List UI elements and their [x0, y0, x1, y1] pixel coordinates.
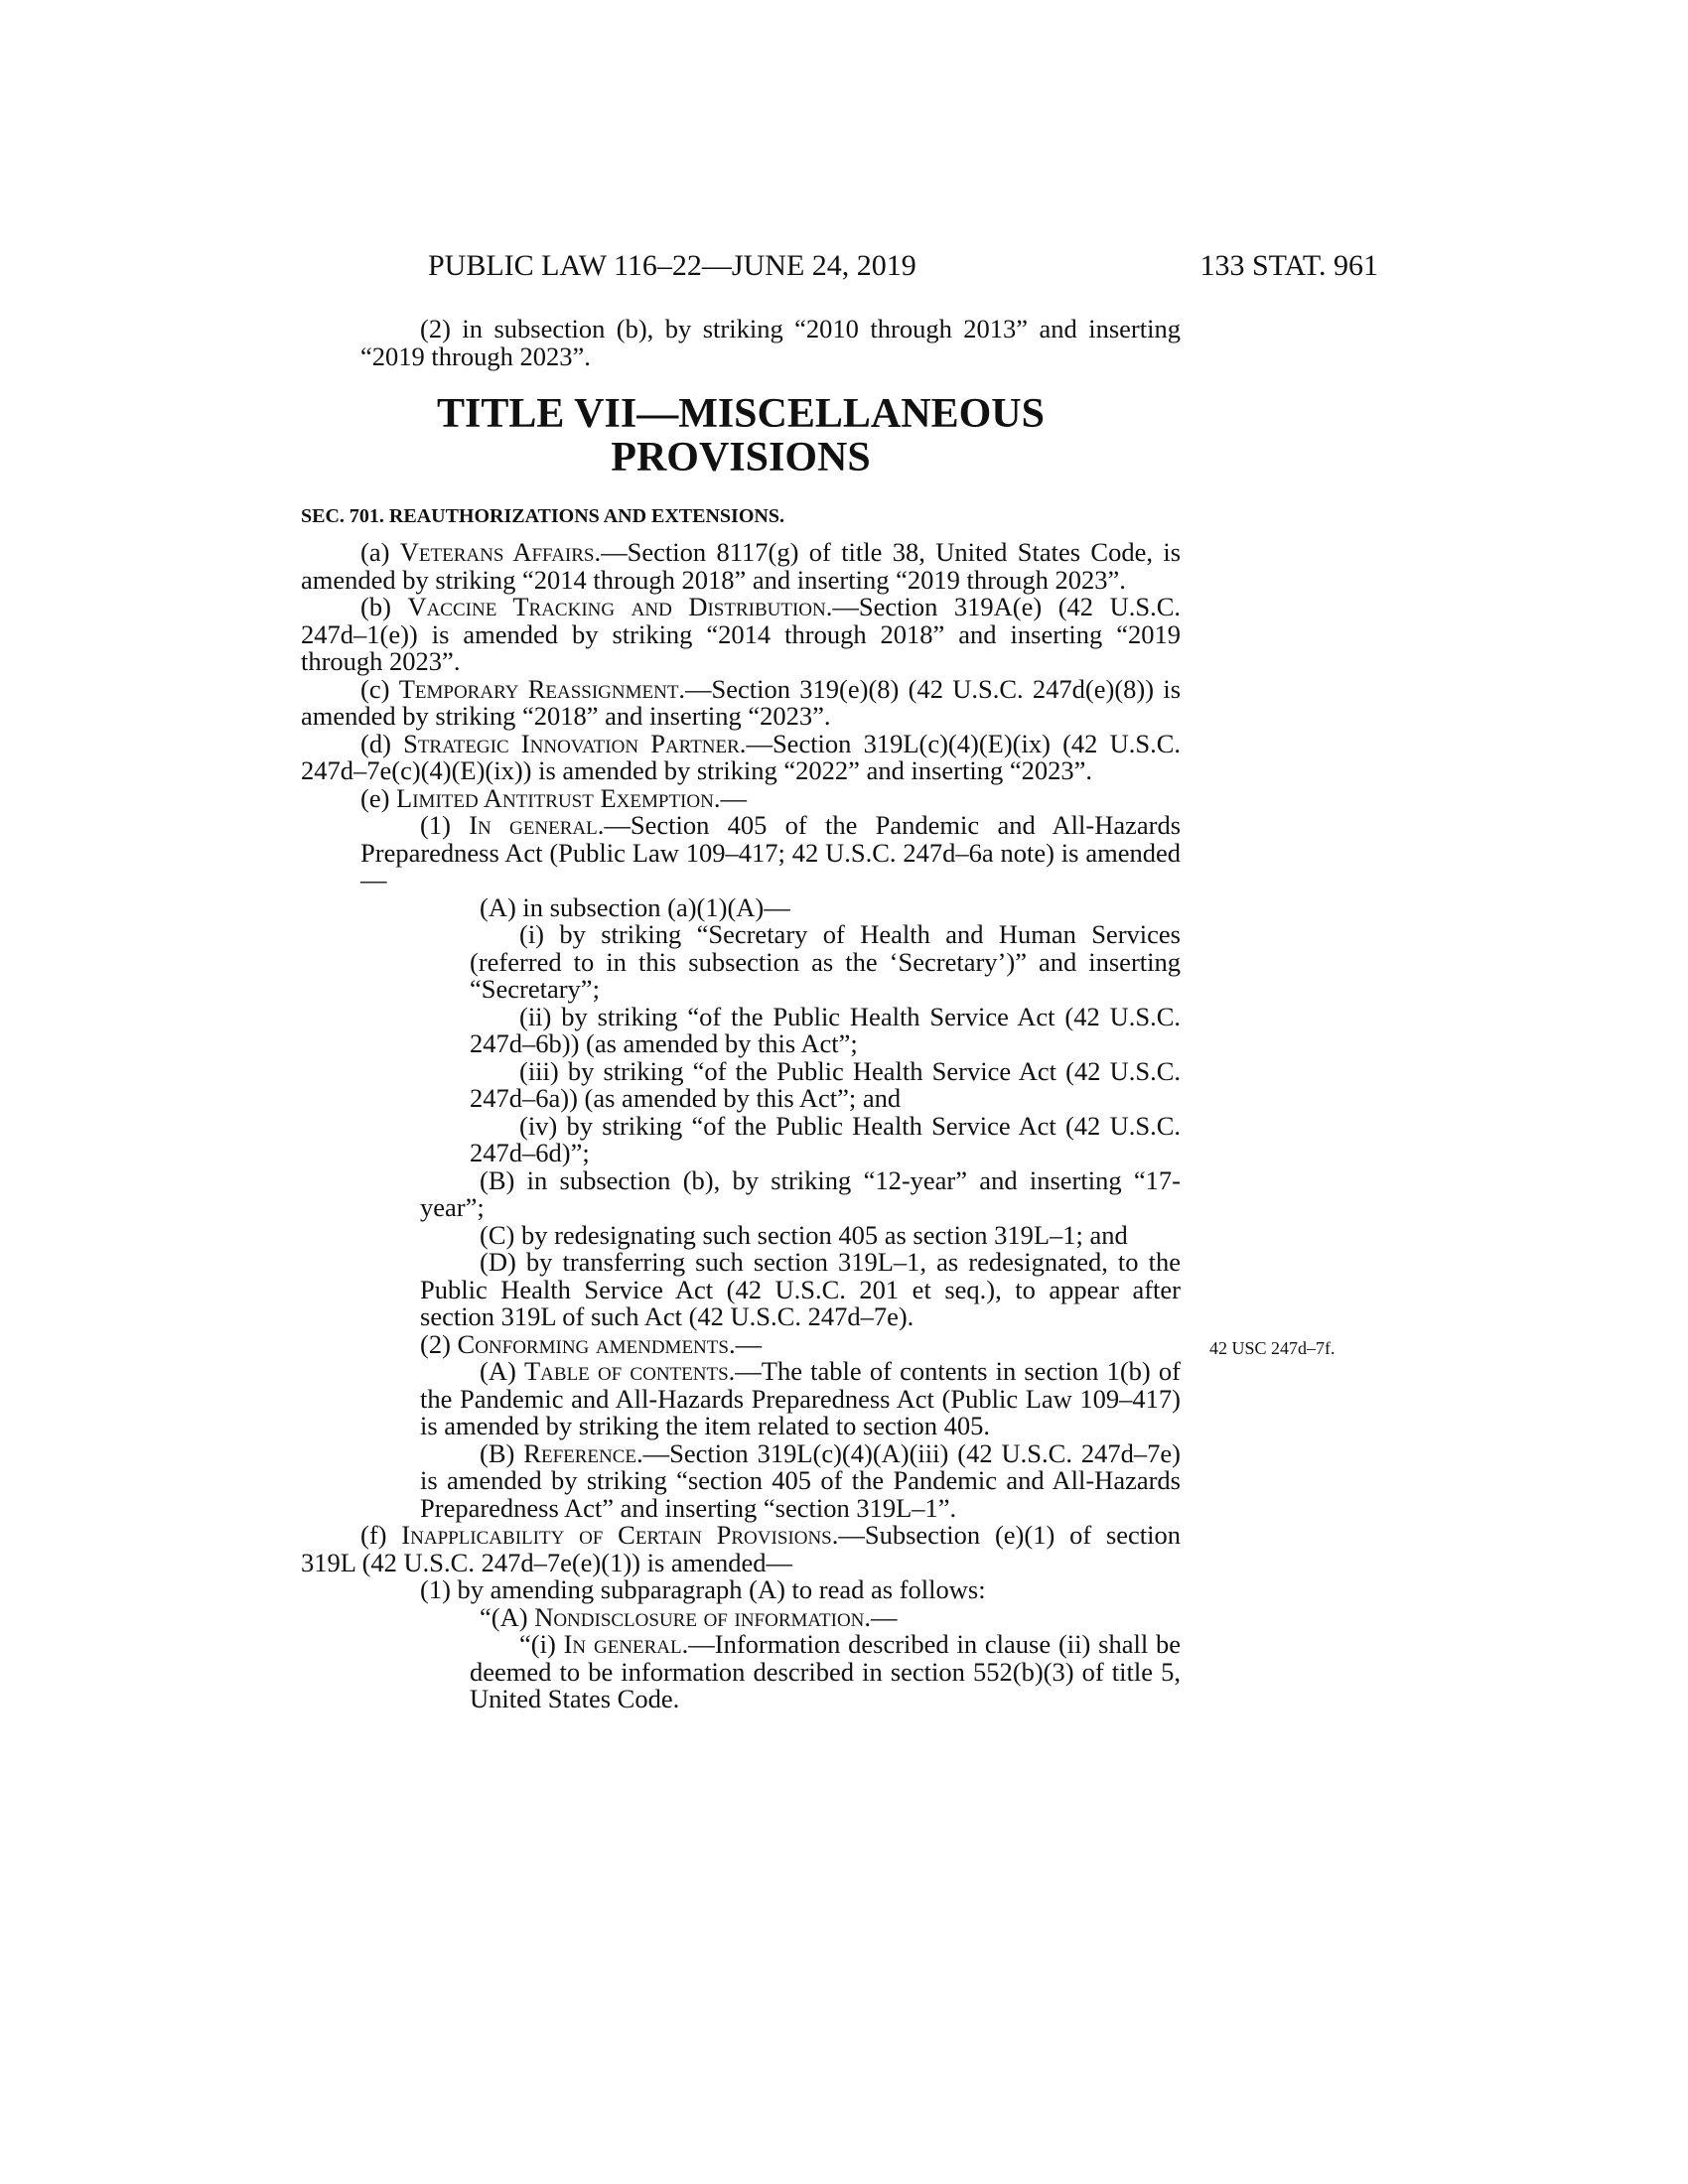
subsection-c-text: —Section 319(e)(8) (42 U.S.C. 247d(e)(8)) is amended by striking “2018” and inserting “2023”. — [301, 673, 1182, 731]
clause-e-1-A-iv: (iv) by striking “of the Public Health Service Act (42 U.S.C. 247d–6d)”; — [470, 1110, 1181, 1167]
clause-f-A-i-text: —Information described in clause (ii) shall be deemed to be information described in section 552(b)(3) of title 5, United States Code. — [470, 1629, 1182, 1713]
subparagraph-e-1-A: (A) in subsection (a)(1)(A)— — [480, 891, 790, 922]
clause-f-A-i-label: “(i) — [519, 1629, 556, 1659]
subparagraph-e-2-A-text: —The table of contents in section 1(b) of the Pandemic and All-Hazards Preparedness Act (Public Law 109–417) is amended by striking the item related to section 405. — [420, 1356, 1182, 1440]
subparagraph-e-2-A-label: (A) — [480, 1356, 516, 1386]
subparagraph-e-1-B: (B) in subsection (b), by striking “12-year” and inserting “17-year”; — [420, 1164, 1181, 1222]
clause-f-A-i-heading: In general. — [563, 1629, 689, 1659]
subparagraph-e-2-B-label: (B) — [480, 1437, 515, 1468]
subsection-b-text: —Section 319A(e) (42 U.S.C. 247d–1(e)) is amended by striking “2014 through 2018” and inserting “2019 through 2023”. — [301, 592, 1181, 676]
paragraph-e-1-text: —Section 405 of the Pandemic and All-Hazards Preparedness Act (Public Law 109–417; 42 U.S.C. 247d–6a note) is amended— — [360, 810, 1182, 894]
subparagraph-e-2-A-heading: Table of contents. — [523, 1356, 736, 1386]
document-body — [301, 316, 1181, 1713]
subsection-a-label: (a) — [360, 537, 390, 567]
running-header — [301, 246, 1378, 286]
intro-paragraph: (2) in subsection (b), by striking “2010 through 2013” and inserting “2019 through 2023”. — [360, 314, 1181, 371]
subsection-f — [301, 1522, 1181, 1576]
subsection-e-text: — — [720, 782, 747, 813]
section-heading: SEC. 701. REAUTHORIZATIONS AND EXTENSIONS. — [301, 505, 784, 527]
subsection-d-label: (d) — [360, 728, 391, 758]
subparagraph-f-A-text: — — [871, 1601, 898, 1632]
subsection-a — [301, 539, 1181, 594]
paragraph-e-1-heading: In general. — [469, 810, 605, 840]
subsection-d — [301, 728, 1181, 785]
paragraph-f-1: (1) by amending subparagraph (A) to read as follows: — [420, 1574, 986, 1604]
subsection-b-heading: Vaccine Tracking and Distribution. — [407, 592, 833, 621]
paragraph-e-2-label: (2) — [420, 1328, 451, 1359]
subsection-e-label: (e) — [360, 782, 390, 813]
paragraph-e-1 — [301, 812, 1181, 894]
subparagraph-f-A — [301, 1601, 1181, 1632]
subparagraph-e-1-C: (C) by redesignating such section 405 as section 319L–1; and — [480, 1219, 1128, 1250]
subsection-d-text: —Section 319L(c)(4)(E)(ix) (42 U.S.C. 247d–7e(c)(4)(E)(ix)) is amended by striking “2022” and inserting “2023”. — [301, 728, 1181, 785]
subparagraph-f-A-label: “(A) — [480, 1601, 528, 1632]
subsection-a-text: —Section 8117(g) of title 38, United States Code, is amended by striking “2014 through 2018” and inserting “2019 through 2023”. — [301, 537, 1182, 595]
subsection-c — [301, 673, 1182, 731]
subsection-f-label: (f) — [360, 1520, 387, 1550]
clause-e-1-A-i: (i) by striking “Secretary of Health and Human Services (referred to in this subsection as the ‘Secretary’)” and inserting “Secretary”; — [470, 919, 1181, 1004]
subparagraph-e-2-A — [301, 1358, 1181, 1440]
public-law-header: PUBLIC LAW 116–22—JUNE 24, 2019 — [428, 249, 916, 282]
subsection-e — [301, 782, 1181, 813]
paragraph-e-1-label: (1) — [420, 810, 451, 840]
subparagraph-f-A-heading: Nondisclosure of information. — [534, 1601, 872, 1632]
clause-e-1-A-iii: (iii) by striking “of the Public Health Service Act (42 U.S.C. 247d–6a)) (as amended by this Act”; and — [470, 1055, 1181, 1113]
clause-f-A-i — [301, 1631, 1181, 1713]
paragraph-e-2-text: — — [735, 1328, 763, 1359]
subsection-f-heading: Inapplicability of Certain Provisions. — [401, 1520, 839, 1550]
margin-note: 42 USC 247d–7f. — [1209, 1338, 1336, 1358]
subparagraph-e-1-D: (D) by transferring such section 319L–1, as redesignated, to the Public Health Service Act (42 U.S.C. 201 et seq.), to appear after section 319L of such Act (42 U.S.C. 247d–7e). — [420, 1247, 1181, 1331]
subsection-b — [301, 594, 1181, 676]
subparagraph-e-2-B — [301, 1437, 1181, 1523]
subparagraph-e-2-B-text: —Section 319L(c)(4)(A)(iii) (42 U.S.C. 247d–7e) is amended by striking “section 405 of the Pandemic and All-Hazards Preparedness Act” and inserting “section 319L–1”. — [420, 1437, 1181, 1523]
statute-page-number: 133 STAT. 961 — [1199, 249, 1378, 282]
subsection-c-heading: Temporary Reassignment. — [398, 673, 686, 704]
subparagraph-e-2-B-heading: Reference. — [523, 1437, 643, 1468]
paragraph-e-2-heading: Conforming amendments. — [457, 1328, 736, 1359]
subsection-a-heading: Veterans Affairs. — [399, 537, 602, 567]
subsection-d-heading: Strategic Innovation Partner. — [403, 728, 747, 758]
paragraph-e-2 — [301, 1328, 1181, 1359]
clause-e-1-A-ii: (ii) by striking “of the Public Health Service Act (42 U.S.C. 247d–6b)) (as amended by this Act”; — [470, 1001, 1181, 1058]
subsection-e-heading: Limited Antitrust Exemption. — [396, 782, 721, 813]
title-line-1: TITLE VII—MISCELLANEOUS — [437, 391, 1045, 437]
subsection-f-text: —Subsection (e)(1) of section 319L (42 U.S.C. 247d–7e(e)(1)) is amended— — [301, 1520, 1182, 1577]
title-heading — [301, 392, 1181, 479]
title-line-2: PROVISIONS — [611, 435, 871, 480]
subsection-c-label: (c) — [360, 673, 390, 704]
subsection-b-label: (b) — [360, 592, 391, 621]
